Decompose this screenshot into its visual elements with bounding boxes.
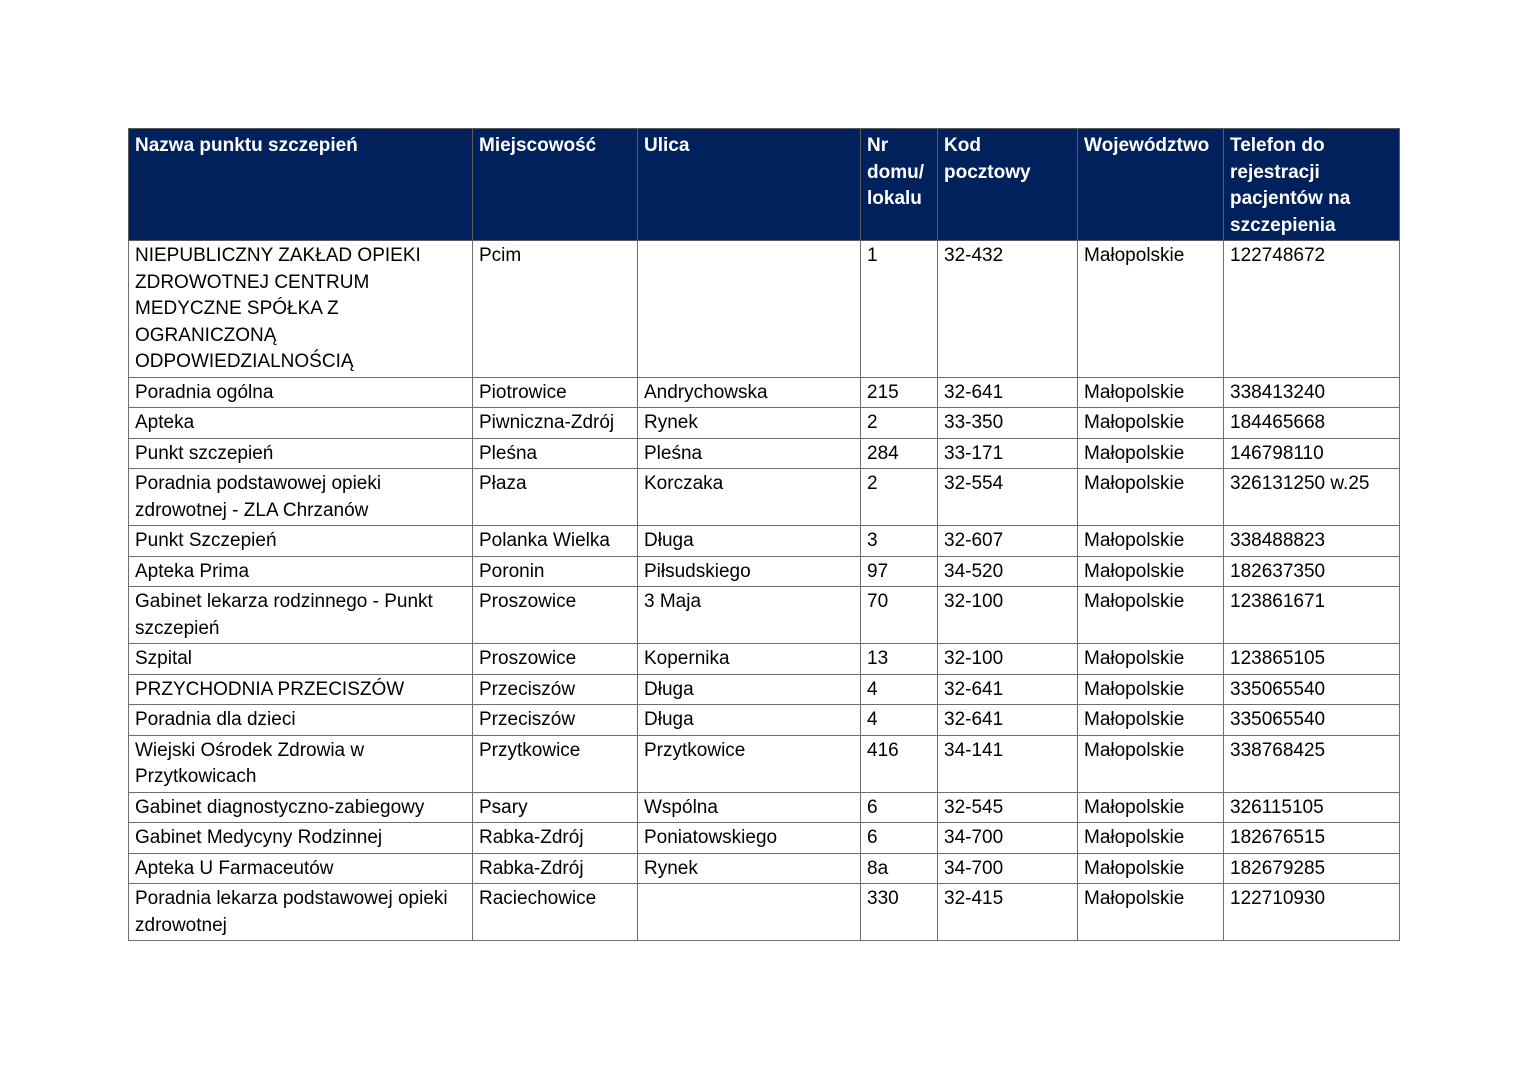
cell-name: Poradnia dla dzieci: [129, 705, 473, 736]
header-cell-phone: Telefon do rejestracji pacjentów na szczepienia: [1224, 129, 1400, 241]
cell-voivodeship: Małopolskie: [1078, 408, 1224, 439]
cell-postal-code: 34-700: [938, 823, 1078, 854]
cell-street: Kopernika: [638, 644, 861, 675]
cell-phone: 335065540: [1224, 674, 1400, 705]
cell-street: Andrychowska: [638, 377, 861, 408]
cell-town: Przeciszów: [473, 705, 638, 736]
cell-name: Apteka U Farmaceutów: [129, 853, 473, 884]
header-row: [129, 129, 1400, 241]
cell-postal-code: 32-100: [938, 587, 1078, 644]
table-row: [129, 408, 1400, 439]
cell-house-number: 4: [861, 674, 938, 705]
cell-name: Gabinet lekarza rodzinnego - Punkt szczepień: [129, 587, 473, 644]
cell-voivodeship: Małopolskie: [1078, 735, 1224, 792]
cell-name: NIEPUBLICZNY ZAKŁAD OPIEKI ZDROWOTNEJ CENTRUM MEDYCZNE SPÓŁKA Z OGRANICZONĄ ODPOWIEDZIALNOŚCIĄ: [129, 241, 473, 378]
cell-voivodeship: Małopolskie: [1078, 853, 1224, 884]
cell-postal-code: 33-171: [938, 438, 1078, 469]
cell-street: Długa: [638, 526, 861, 557]
cell-voivodeship: Małopolskie: [1078, 469, 1224, 526]
cell-street: Przytkowice: [638, 735, 861, 792]
cell-phone: 123861671: [1224, 587, 1400, 644]
header-cell-street: Ulica: [638, 129, 861, 241]
cell-house-number: 13: [861, 644, 938, 675]
table-row: [129, 587, 1400, 644]
cell-house-number: 8a: [861, 853, 938, 884]
cell-house-number: 2: [861, 408, 938, 439]
cell-phone: 338768425: [1224, 735, 1400, 792]
cell-phone: 122748672: [1224, 241, 1400, 378]
cell-postal-code: 32-432: [938, 241, 1078, 378]
cell-town: Proszowice: [473, 644, 638, 675]
cell-phone: 338413240: [1224, 377, 1400, 408]
table-row: [129, 469, 1400, 526]
cell-house-number: 3: [861, 526, 938, 557]
cell-postal-code: 32-100: [938, 644, 1078, 675]
cell-postal-code: 34-141: [938, 735, 1078, 792]
table-row: [129, 792, 1400, 823]
cell-postal-code: 32-545: [938, 792, 1078, 823]
table-row: [129, 644, 1400, 675]
cell-name: Poradnia podstawowej opieki zdrowotnej - ZLA Chrzanów: [129, 469, 473, 526]
cell-name: Szpital: [129, 644, 473, 675]
cell-house-number: 70: [861, 587, 938, 644]
cell-postal-code: 32-641: [938, 377, 1078, 408]
table-row: [129, 438, 1400, 469]
cell-phone: 146798110: [1224, 438, 1400, 469]
cell-phone: 182637350: [1224, 556, 1400, 587]
cell-town: Pcim: [473, 241, 638, 378]
table-header: [129, 129, 1400, 241]
cell-voivodeship: Małopolskie: [1078, 705, 1224, 736]
cell-town: Rabka-Zdrój: [473, 853, 638, 884]
cell-town: Piotrowice: [473, 377, 638, 408]
cell-street: 3 Maja: [638, 587, 861, 644]
cell-town: Przytkowice: [473, 735, 638, 792]
header-cell-postal-code: Kod pocztowy: [938, 129, 1078, 241]
cell-street: Długa: [638, 674, 861, 705]
cell-name: Punkt Szczepień: [129, 526, 473, 557]
cell-street: Rynek: [638, 408, 861, 439]
cell-postal-code: 32-607: [938, 526, 1078, 557]
cell-town: Pleśna: [473, 438, 638, 469]
table-row: [129, 853, 1400, 884]
header-cell-name: Nazwa punktu szczepień: [129, 129, 473, 241]
cell-house-number: 330: [861, 884, 938, 941]
header-cell-voivodeship: Województwo: [1078, 129, 1224, 241]
cell-name: Gabinet Medycyny Rodzinnej: [129, 823, 473, 854]
cell-name: Punkt szczepień: [129, 438, 473, 469]
cell-house-number: 416: [861, 735, 938, 792]
cell-town: Piwniczna-Zdrój: [473, 408, 638, 439]
table-row: [129, 556, 1400, 587]
table-row: [129, 674, 1400, 705]
cell-town: Psary: [473, 792, 638, 823]
cell-postal-code: 33-350: [938, 408, 1078, 439]
cell-house-number: 1: [861, 241, 938, 378]
cell-street: Poniatowskiego: [638, 823, 861, 854]
cell-voivodeship: Małopolskie: [1078, 884, 1224, 941]
cell-house-number: 4: [861, 705, 938, 736]
cell-name: Gabinet diagnostyczno-zabiegowy: [129, 792, 473, 823]
cell-voivodeship: Małopolskie: [1078, 438, 1224, 469]
cell-phone: 338488823: [1224, 526, 1400, 557]
cell-street: Wspólna: [638, 792, 861, 823]
cell-voivodeship: Małopolskie: [1078, 674, 1224, 705]
cell-voivodeship: Małopolskie: [1078, 823, 1224, 854]
cell-town: Raciechowice: [473, 884, 638, 941]
cell-postal-code: 32-641: [938, 674, 1078, 705]
table-body: [129, 241, 1400, 941]
header-cell-house-number: Nr domu/ lokalu: [861, 129, 938, 241]
cell-voivodeship: Małopolskie: [1078, 377, 1224, 408]
cell-postal-code: 32-641: [938, 705, 1078, 736]
cell-name: Wiejski Ośrodek Zdrowia w Przytkowicach: [129, 735, 473, 792]
cell-town: Płaza: [473, 469, 638, 526]
cell-postal-code: 32-415: [938, 884, 1078, 941]
cell-postal-code: 32-554: [938, 469, 1078, 526]
vaccination-points-table: [128, 128, 1400, 941]
table-row: [129, 884, 1400, 941]
table-row: [129, 823, 1400, 854]
table-row: [129, 377, 1400, 408]
cell-house-number: 6: [861, 792, 938, 823]
table-row: [129, 735, 1400, 792]
cell-street: [638, 241, 861, 378]
cell-street: Długa: [638, 705, 861, 736]
cell-town: Polanka Wielka: [473, 526, 638, 557]
cell-house-number: 6: [861, 823, 938, 854]
cell-postal-code: 34-520: [938, 556, 1078, 587]
cell-town: Rabka-Zdrój: [473, 823, 638, 854]
cell-voivodeship: Małopolskie: [1078, 241, 1224, 378]
cell-name: Poradnia ogólna: [129, 377, 473, 408]
cell-phone: 326131250 w.25: [1224, 469, 1400, 526]
cell-voivodeship: Małopolskie: [1078, 526, 1224, 557]
cell-house-number: 97: [861, 556, 938, 587]
cell-name: Poradnia lekarza podstawowej opieki zdrowotnej: [129, 884, 473, 941]
cell-postal-code: 34-700: [938, 853, 1078, 884]
cell-voivodeship: Małopolskie: [1078, 644, 1224, 675]
cell-house-number: 2: [861, 469, 938, 526]
cell-voivodeship: Małopolskie: [1078, 556, 1224, 587]
cell-voivodeship: Małopolskie: [1078, 587, 1224, 644]
cell-phone: 184465668: [1224, 408, 1400, 439]
cell-phone: 335065540: [1224, 705, 1400, 736]
cell-street: [638, 884, 861, 941]
cell-phone: 122710930: [1224, 884, 1400, 941]
cell-name: Apteka Prima: [129, 556, 473, 587]
cell-name: PRZYCHODNIA PRZECISZÓW: [129, 674, 473, 705]
cell-phone: 326115105: [1224, 792, 1400, 823]
cell-street: Korczaka: [638, 469, 861, 526]
table-row: [129, 241, 1400, 378]
cell-name: Apteka: [129, 408, 473, 439]
cell-house-number: 215: [861, 377, 938, 408]
header-cell-town: Miejscowość: [473, 129, 638, 241]
cell-phone: 123865105: [1224, 644, 1400, 675]
cell-voivodeship: Małopolskie: [1078, 792, 1224, 823]
table-row: [129, 705, 1400, 736]
cell-street: Pleśna: [638, 438, 861, 469]
cell-phone: 182679285: [1224, 853, 1400, 884]
cell-house-number: 284: [861, 438, 938, 469]
cell-phone: 182676515: [1224, 823, 1400, 854]
cell-street: Piłsudskiego: [638, 556, 861, 587]
cell-town: Przeciszów: [473, 674, 638, 705]
cell-street: Rynek: [638, 853, 861, 884]
cell-town: Proszowice: [473, 587, 638, 644]
table-row: [129, 526, 1400, 557]
cell-town: Poronin: [473, 556, 638, 587]
